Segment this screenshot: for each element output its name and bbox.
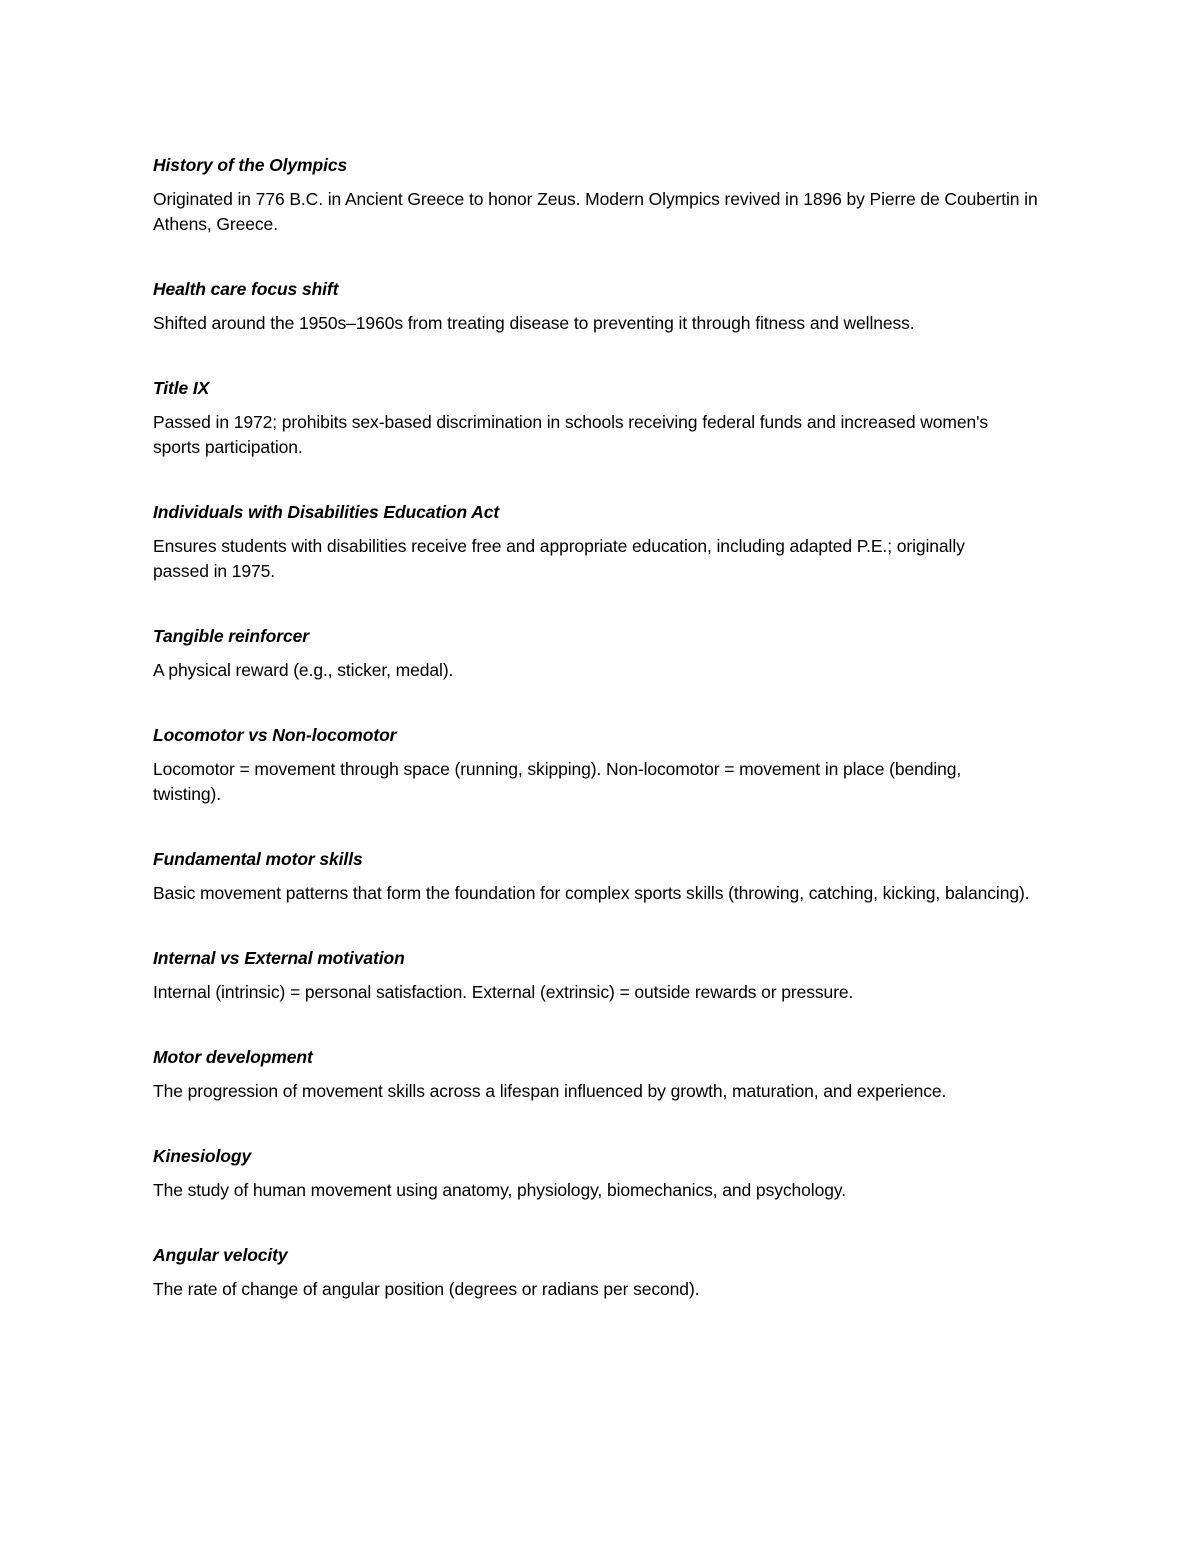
term-heading: Internal vs External motivation (153, 948, 405, 968)
term-definition: The progression of movement skills across a lifespan influenced by growth, maturation, and experience. (153, 1081, 947, 1101)
entry-kinesiology (153, 1144, 1053, 1203)
term-heading: Angular velocity (153, 1245, 288, 1265)
entry-angular-velocity (153, 1243, 1053, 1302)
entry-locomotor-vs-non-locomotor (153, 723, 1053, 807)
entry-internal-vs-external-motivation (153, 946, 1053, 1005)
term-definition: Locomotor = movement through space (running, skipping). Non-locomotor = movement in place (bending, twisting). (153, 759, 962, 804)
term-definition: The study of human movement using anatomy, physiology, biomechanics, and psychology. (153, 1180, 846, 1200)
term-heading: Locomotor vs Non-locomotor (153, 725, 397, 745)
entry-idea (153, 500, 1053, 584)
term-definition: Basic movement patterns that form the foundation for complex sports skills (throwing, catching, kicking, balancing). (153, 883, 1030, 903)
term-heading: History of the Olympics (153, 155, 348, 175)
term-heading: Individuals with Disabilities Education Act (153, 502, 500, 522)
term-definition: Shifted around the 1950s–1960s from treating disease to preventing it through fitness and wellness. (153, 313, 915, 333)
entry-health-care-focus-shift (153, 277, 1053, 336)
entry-fundamental-motor-skills (153, 847, 1053, 906)
term-definition: Ensures students with disabilities receive free and appropriate education, including adapted P.E.; originally passed in 1975. (153, 536, 965, 581)
entry-history-of-olympics (153, 153, 1053, 237)
term-definition: Internal (intrinsic) = personal satisfaction. External (extrinsic) = outside rewards or pressure. (153, 982, 854, 1002)
term-heading: Fundamental motor skills (153, 849, 363, 869)
term-heading: Health care focus shift (153, 279, 339, 299)
term-heading: Tangible reinforcer (153, 626, 309, 646)
term-definition: The rate of change of angular position (degrees or radians per second). (153, 1279, 700, 1299)
term-definition: Originated in 776 B.C. in Ancient Greece to honor Zeus. Modern Olympics revived in 1896 by Pierre de Coubertin in Athens, Greece. (153, 189, 1038, 234)
entry-title-ix (153, 376, 1053, 460)
term-heading: Kinesiology (153, 1146, 252, 1166)
entry-motor-development (153, 1045, 1053, 1104)
term-heading: Title IX (153, 378, 210, 398)
entry-tangible-reinforcer (153, 624, 1053, 683)
term-heading: Motor development (153, 1047, 313, 1067)
term-definition: Passed in 1972; prohibits sex-based discrimination in schools receiving federal funds and increased women's sports participation. (153, 412, 989, 457)
term-definition: A physical reward (e.g., sticker, medal). (153, 660, 454, 680)
document-page (153, 153, 1053, 1342)
